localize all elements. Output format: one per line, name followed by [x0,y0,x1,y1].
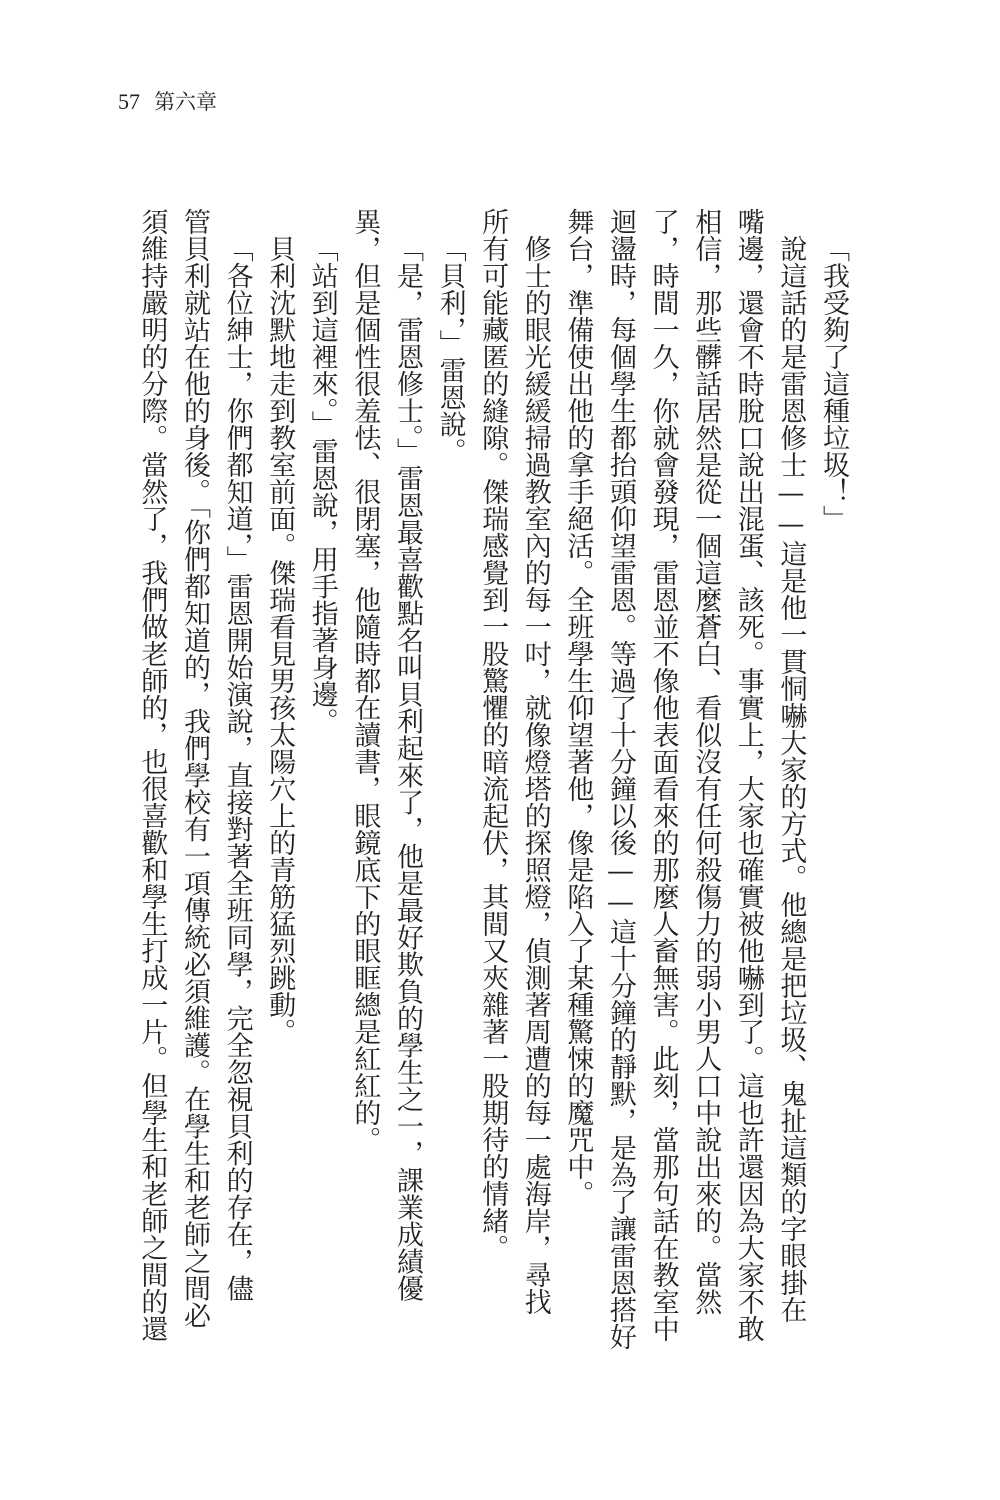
text-column: 嘴邊，還會不時脫口說出混蛋、該死。事實上，大家也確實被他嚇到了。這也許還因為大家不敢 [732,208,764,1342]
text-column: 「是，雷恩修士。」雷恩最喜歡點名叫貝利起來了，他是最好欺負的學生之一，課業成績優 [392,235,423,1302]
text-column: 修士的眼光緩緩掃過教室內的每一吋，就像燈塔的探照燈，偵測著周遭的每一處海岸，尋找 [519,235,551,1315]
text-column: 「貝利，」雷恩說。 [434,235,466,465]
text-column: 說這話的是雷恩修士——這是他一貫恫嚇大家的方式。他總是把垃圾、鬼扯這類的字眼掛在 [775,235,807,1323]
text-column: 了，時間一久，你就會發現，雷恩並不像他表面看來的那麼人畜無害。此刻，當那句話在教室中 [647,208,679,1342]
text-column: 貝利沈默地走到教室前面。傑瑞看見男孩太陽穴上的青筋猛烈跳動。 [264,235,296,1045]
text-column: 「我受夠了這種垃圾！」 [818,235,849,532]
text-column: 異，但是個性很羞怯、很閉塞，他隨時都在讀書，眼鏡底下的眼眶總是紅紅的。 [349,208,381,1153]
chapter-title: 第六章 [154,90,217,114]
page-number: 57 [118,89,140,114]
text-column: 「站到這裡來。」雷恩說，用手指著身邊。 [306,235,338,735]
text-column: 「各位紳士，你們都知道，」雷恩開始演說，直接對著全班同學，完全忽視貝利的存在，儘 [221,235,253,1302]
text-column: 相信，那些髒話居然是從一個這麼蒼白、看似沒有任何殺傷力的弱小男人口中說出來的。當然 [690,208,722,1315]
text-column: 須維持嚴明的分際。當然了，我們做老師的，也很喜歡和學生打成一片。但學生和老師之間的還 [136,208,168,1342]
text-column: 所有可能藏匿的縫隙。傑瑞感覺到一股驚懼的暗流起伏，其間又夾雜著一股期待的情緒。 [477,208,509,1261]
text-column: 管貝利就站在他的身後。「你們都知道的，我們學校有一項傳統必須維護。在學生和老師之間必 [179,208,210,1329]
text-column: 舞台，準備使出他的拿手絕活。全班學生仰望著他，像是陷入了某種驚悚的魔咒中。 [562,208,594,1207]
text-column: 迴盪時，每個學生都抬頭仰望雷恩。等過了十分鐘以後——這十分鐘的靜默，是為了讓雷恩搭好 [605,208,636,1350]
